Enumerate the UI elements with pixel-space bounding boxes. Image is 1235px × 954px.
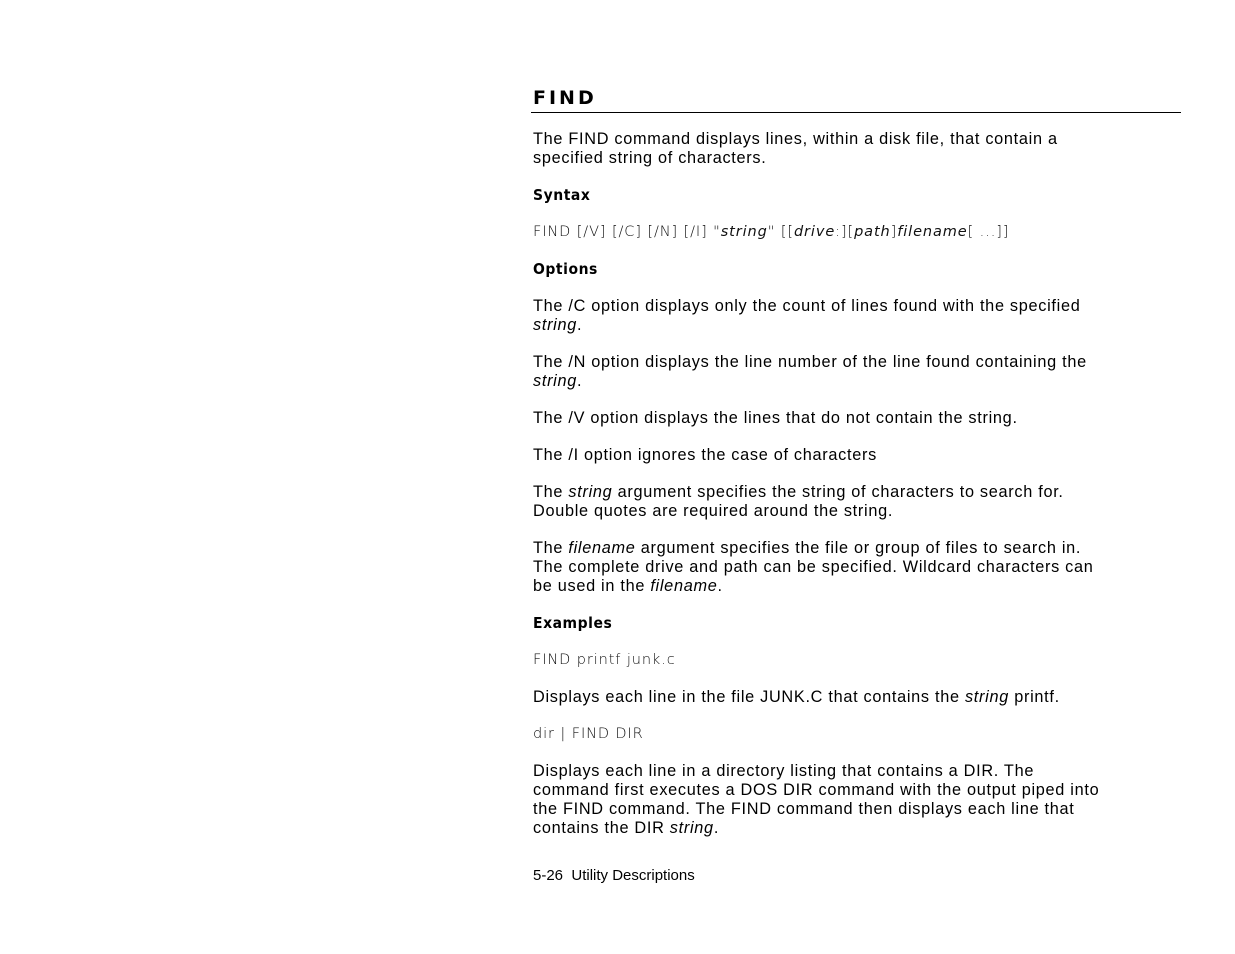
period: . — [577, 316, 583, 334]
option-v-paragraph: The /V option displays the lines that do not contain the string. — [533, 409, 1018, 427]
syntax-param-filename: filename — [897, 224, 968, 240]
example-1-description — [533, 688, 1181, 707]
example-2-line — [533, 819, 1181, 838]
example-2-description — [533, 762, 1181, 838]
text-run: printf. — [1008, 688, 1060, 706]
example-2-command: dir | FIND DIR — [533, 726, 644, 742]
syntax-param-string: string — [720, 224, 768, 240]
section-title: FIND — [533, 87, 597, 109]
intro-paragraph — [533, 130, 1181, 168]
text-run: contains the DIR — [533, 819, 670, 837]
page-footer: 5-26 Utility Descriptions — [533, 867, 695, 884]
option-c-paragraph — [533, 297, 1181, 335]
text-run: . — [713, 819, 720, 837]
filename-term: filename — [568, 539, 636, 557]
text-run: . — [717, 577, 723, 595]
option-c-line: The /C option displays only the count of lines found with the specified — [533, 297, 1081, 315]
filename-term: filename — [650, 577, 718, 595]
syntax-line — [533, 223, 1181, 242]
text-run: argument specifies the string of characters to search for. — [612, 483, 1064, 501]
filename-argument-line — [533, 539, 1181, 558]
syntax-param-drive: drive — [793, 224, 836, 240]
filename-argument-line — [533, 577, 1181, 596]
example-2-line: Displays each line in a directory listing that contains a DIR. The — [533, 762, 1035, 780]
syntax-part: :][ — [835, 224, 855, 240]
option-n-paragraph — [533, 353, 1181, 391]
intro-line: specified string of characters. — [533, 149, 767, 167]
syntax-param-path: path — [854, 224, 891, 240]
option-n-line: The /N option displays the line number of the line found containing the — [533, 353, 1087, 371]
examples-heading: Examples — [533, 614, 613, 632]
string-term: string — [964, 688, 1009, 706]
option-c-term: string — [533, 316, 578, 334]
syntax-part: FIND [/V] [/C] [/N] [/I] " — [533, 224, 721, 240]
period: . — [577, 372, 583, 390]
syntax-part: ] — [890, 224, 898, 240]
example-2-line: the FIND command. The FIND command then displays each line that — [533, 800, 1075, 818]
string-term: string — [568, 483, 613, 501]
string-argument-line: Double quotes are required around the string. — [533, 502, 894, 520]
string-term: string — [669, 819, 714, 837]
string-argument-paragraph — [533, 483, 1181, 521]
text-run: argument specifies the file or group of files to search in. — [635, 539, 1082, 557]
example-2-line: command first executes a DOS DIR command with the output piped into — [533, 781, 1100, 799]
text-run: The — [533, 483, 569, 501]
syntax-part: " [[ — [767, 224, 794, 240]
document-page — [533, 86, 1181, 885]
options-heading: Options — [533, 260, 598, 278]
filename-argument-paragraph — [533, 539, 1181, 596]
option-i-paragraph: The /I option ignores the case of characters — [533, 446, 877, 464]
option-n-line — [533, 372, 1181, 391]
section-title-rule — [531, 86, 1181, 113]
option-c-line — [533, 316, 1181, 335]
example-1-command: FIND printf junk.c — [533, 652, 676, 668]
text-run: The — [533, 539, 569, 557]
filename-argument-line: The complete drive and path can be specified. Wildcard characters can — [533, 558, 1094, 576]
option-n-term: string — [533, 372, 578, 390]
intro-line: The FIND command displays lines, within a disk file, that contain a — [533, 130, 1058, 148]
text-run: be used in the — [533, 577, 651, 595]
syntax-part: [ ...]] — [967, 224, 1010, 240]
string-argument-line — [533, 483, 1181, 502]
text-run: Displays each line in the file JUNK.C that contains the — [533, 688, 965, 706]
syntax-heading: Syntax — [533, 186, 591, 204]
